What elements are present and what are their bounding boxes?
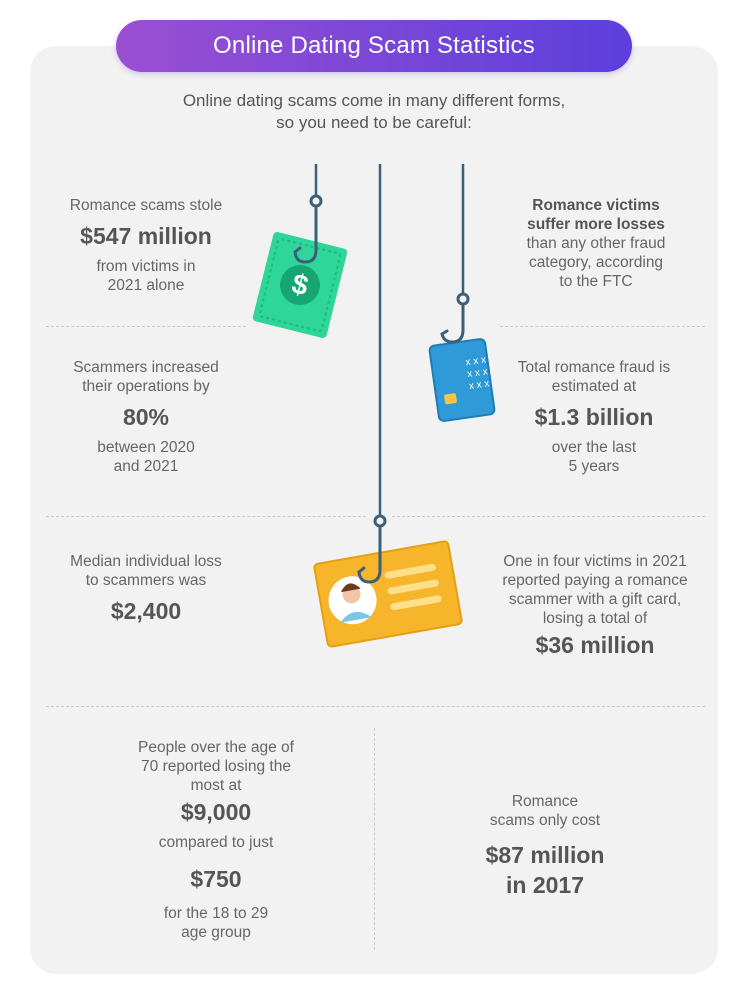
stat-value: $2,400	[110, 598, 182, 624]
stat-value: $750	[190, 866, 242, 892]
svg-text:x x x: x x x	[464, 354, 487, 369]
stat-value: $1.3 billion	[534, 404, 654, 430]
credit-card-icon	[429, 338, 495, 421]
stat-value: $9,000	[180, 799, 252, 825]
divider	[500, 326, 705, 327]
id-card-icon	[314, 541, 463, 647]
svg-text:x x x: x x x	[468, 378, 491, 393]
stat-cost-2017: Romance scams only cost $87 million in 2017	[430, 792, 660, 900]
stat-value: $547 million	[80, 223, 212, 249]
divider	[46, 706, 705, 707]
page-title: Online Dating Scam Statistics	[116, 20, 632, 72]
stat-age-70-losses: People over the age of 70 reported losing the most at $9,000 compared to just $750 for the 18 to 29 age group	[106, 738, 326, 942]
divider	[46, 326, 246, 327]
stat-value: 80%	[122, 404, 170, 430]
stat-operations-increase: Scammers increased their operations by 80% between 2020 and 2021	[46, 358, 246, 476]
svg-text:x x x: x x x	[466, 366, 489, 381]
divider-vertical	[374, 728, 375, 950]
intro-text: Online dating scams come in many different forms, so you need to be careful:	[182, 91, 566, 132]
stat-total-romance-fraud: Total romance fraud is estimated at $1.3 billion over the last 5 years	[496, 358, 692, 476]
stat-value: in 2017	[506, 872, 584, 898]
stat-romance-victims-losses: Romance victims suffer more losses than any other fraud category, according to the FTC	[526, 197, 666, 290]
stat-value: $36 million	[535, 632, 655, 658]
stat-romance-scams-stole: Romance scams stole $547 million from victims in 2021 alone	[46, 196, 246, 295]
divider	[392, 516, 705, 517]
stat-median-loss: Median individual loss to scammers was $2,400	[46, 552, 246, 632]
svg-text:$: $	[288, 267, 312, 302]
stat-value: $87 million	[485, 842, 605, 868]
hook-icon-right	[442, 294, 468, 342]
divider	[46, 516, 366, 517]
stat-gift-card-victims: One in four victims in 2021 reported paying a romance scammer with a gift card, losing a total of $36 million	[484, 552, 706, 666]
